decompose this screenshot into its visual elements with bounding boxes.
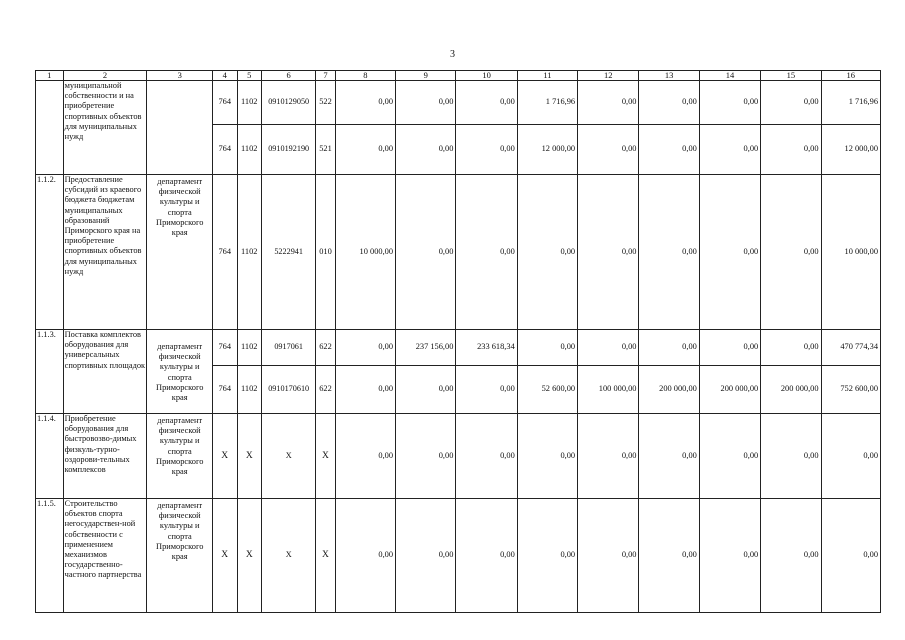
cell-col-11: 0,00 — [517, 499, 577, 613]
header-cell: 5 — [237, 71, 262, 81]
cell-col-12: 100 000,00 — [578, 366, 639, 414]
cell-col-6: X — [262, 499, 316, 613]
cell-col-8: 0,00 — [335, 125, 395, 175]
cell-col-6: 5222941 — [262, 175, 316, 330]
cell-col-12: 0,00 — [578, 175, 639, 330]
cell-col-11: 52 600,00 — [517, 366, 577, 414]
cell-col-4: 764 — [212, 175, 237, 330]
cell-col-9: 0,00 — [396, 81, 456, 125]
cell-col-8: 0,00 — [335, 330, 395, 366]
cell-col-7: 622 — [316, 330, 335, 366]
cell-col-9: 0,00 — [396, 175, 456, 330]
cell-col-14: 0,00 — [699, 330, 760, 366]
cell-col-16: 0,00 — [821, 499, 880, 613]
cell-col-16: 10 000,00 — [821, 175, 880, 330]
cell-col-15: 0,00 — [761, 330, 821, 366]
cell-col-4: 764 — [212, 81, 237, 125]
cell-col-10: 0,00 — [456, 414, 517, 499]
row-index — [36, 81, 64, 175]
cell-col-16: 12 000,00 — [821, 125, 880, 175]
header-cell: 1 — [36, 71, 64, 81]
row-department: департамент физической культуры и спорта Приморского края — [147, 414, 212, 499]
cell-col-14: 0,00 — [699, 125, 760, 175]
cell-col-8: 0,00 — [335, 366, 395, 414]
header-cell: 7 — [316, 71, 335, 81]
cell-col-7: 622 — [316, 366, 335, 414]
cell-col-13: 0,00 — [639, 330, 699, 366]
cell-col-13: 0,00 — [639, 499, 699, 613]
header-row — [36, 71, 881, 81]
header-cell: 8 — [335, 71, 395, 81]
cell-col-6: 0917061 — [262, 330, 316, 366]
cell-col-14: 0,00 — [699, 175, 760, 330]
cell-col-11: 0,00 — [517, 175, 577, 330]
header-cell: 11 — [517, 71, 577, 81]
cell-col-9: 237 156,00 — [396, 330, 456, 366]
page-number: 3 — [450, 49, 455, 60]
row-name: муниципальной собственности и на приобретение спортивных объектов для муниципальных нужд — [63, 81, 147, 175]
cell-col-9: 0,00 — [396, 499, 456, 613]
cell-col-14: 0,00 — [699, 499, 760, 613]
cell-col-4: 764 — [212, 330, 237, 366]
cell-col-16: 0,00 — [821, 414, 880, 499]
cell-col-13: 0,00 — [639, 414, 699, 499]
cell-col-7: 522 — [316, 81, 335, 125]
cell-col-9: 0,00 — [396, 366, 456, 414]
cell-col-14: 0,00 — [699, 81, 760, 125]
table-row — [36, 330, 881, 366]
row-name: Поставка комплектов оборудования для универсальных спортивных площадок — [63, 330, 147, 414]
table-row — [36, 175, 881, 330]
cell-col-11: 12 000,00 — [517, 125, 577, 175]
budget-table — [35, 70, 881, 613]
cell-col-10: 0,00 — [456, 499, 517, 613]
cell-col-6: 0910129050 — [262, 81, 316, 125]
cell-col-5: 1102 — [237, 175, 262, 330]
cell-col-6: 0910192190 — [262, 125, 316, 175]
cell-col-12: 0,00 — [578, 125, 639, 175]
row-name: Приобретение оборудования для быстровозво-димых физкуль-турно-оздорови-тельных комплексов — [63, 414, 147, 499]
cell-col-4: X — [212, 499, 237, 613]
row-index: 1.1.3. — [36, 330, 64, 414]
table-row — [36, 499, 881, 613]
cell-col-10: 233 618,34 — [456, 330, 517, 366]
cell-col-15: 0,00 — [761, 125, 821, 175]
header-cell: 10 — [456, 71, 517, 81]
cell-col-11: 0,00 — [517, 414, 577, 499]
cell-col-5: X — [237, 414, 262, 499]
cell-col-5: 1102 — [237, 125, 262, 175]
cell-col-8: 10 000,00 — [335, 175, 395, 330]
table-row — [36, 414, 881, 499]
cell-col-7: 521 — [316, 125, 335, 175]
cell-col-5: 1102 — [237, 366, 262, 414]
cell-col-8: 0,00 — [335, 414, 395, 499]
row-department: департамент физической культуры и спорта Приморского края — [147, 330, 212, 414]
row-name: Предоставление субсидий из краевого бюджета бюджетам муниципальных образований Приморского края на приобретение спортивных объектов для муниципальных нужд — [63, 175, 147, 330]
cell-col-5: 1102 — [237, 81, 262, 125]
cell-col-7: X — [316, 499, 335, 613]
header-cell: 14 — [699, 71, 760, 81]
cell-col-4: 764 — [212, 125, 237, 175]
cell-col-6: 0910170610 — [262, 366, 316, 414]
cell-col-15: 0,00 — [761, 81, 821, 125]
cell-col-13: 0,00 — [639, 81, 699, 125]
cell-col-13: 0,00 — [639, 125, 699, 175]
cell-col-15: 0,00 — [761, 414, 821, 499]
cell-col-7: 010 — [316, 175, 335, 330]
cell-col-16: 470 774,34 — [821, 330, 880, 366]
cell-col-8: 0,00 — [335, 499, 395, 613]
cell-col-10: 0,00 — [456, 175, 517, 330]
cell-col-7: X — [316, 414, 335, 499]
row-name: Строительство объектов спорта негосударствен-ной собственности с применением механизмов государственно-частного партнерства — [63, 499, 147, 613]
cell-col-5: X — [237, 499, 262, 613]
cell-col-15: 0,00 — [761, 499, 821, 613]
cell-col-15: 0,00 — [761, 175, 821, 330]
row-index: 1.1.2. — [36, 175, 64, 330]
row-department: департамент физической культуры и спорта Приморского края — [147, 175, 212, 330]
cell-col-13: 200 000,00 — [639, 366, 699, 414]
header-cell: 13 — [639, 71, 699, 81]
row-index: 1.1.4. — [36, 414, 64, 499]
cell-col-8: 0,00 — [335, 81, 395, 125]
row-department: департамент физической культуры и спорта Приморского края — [147, 499, 212, 613]
cell-col-16: 1 716,96 — [821, 81, 880, 125]
row-department — [147, 81, 212, 175]
cell-col-9: 0,00 — [396, 125, 456, 175]
table-row — [36, 81, 881, 125]
cell-col-4: 764 — [212, 366, 237, 414]
cell-col-12: 0,00 — [578, 499, 639, 613]
header-cell: 2 — [63, 71, 147, 81]
cell-col-12: 0,00 — [578, 81, 639, 125]
cell-col-11: 1 716,96 — [517, 81, 577, 125]
header-cell: 12 — [578, 71, 639, 81]
cell-col-14: 200 000,00 — [699, 366, 760, 414]
header-cell: 15 — [761, 71, 821, 81]
cell-col-10: 0,00 — [456, 125, 517, 175]
header-cell: 4 — [212, 71, 237, 81]
cell-col-14: 0,00 — [699, 414, 760, 499]
cell-col-4: X — [212, 414, 237, 499]
cell-col-16: 752 600,00 — [821, 366, 880, 414]
cell-col-15: 200 000,00 — [761, 366, 821, 414]
header-cell: 3 — [147, 71, 212, 81]
cell-col-9: 0,00 — [396, 414, 456, 499]
cell-col-12: 0,00 — [578, 330, 639, 366]
cell-col-11: 0,00 — [517, 330, 577, 366]
cell-col-10: 0,00 — [456, 366, 517, 414]
cell-col-5: 1102 — [237, 330, 262, 366]
row-index: 1.1.5. — [36, 499, 64, 613]
header-cell: 9 — [396, 71, 456, 81]
header-cell: 16 — [821, 71, 880, 81]
cell-col-13: 0,00 — [639, 175, 699, 330]
cell-col-6: X — [262, 414, 316, 499]
cell-col-12: 0,00 — [578, 414, 639, 499]
header-cell: 6 — [262, 71, 316, 81]
cell-col-10: 0,00 — [456, 81, 517, 125]
